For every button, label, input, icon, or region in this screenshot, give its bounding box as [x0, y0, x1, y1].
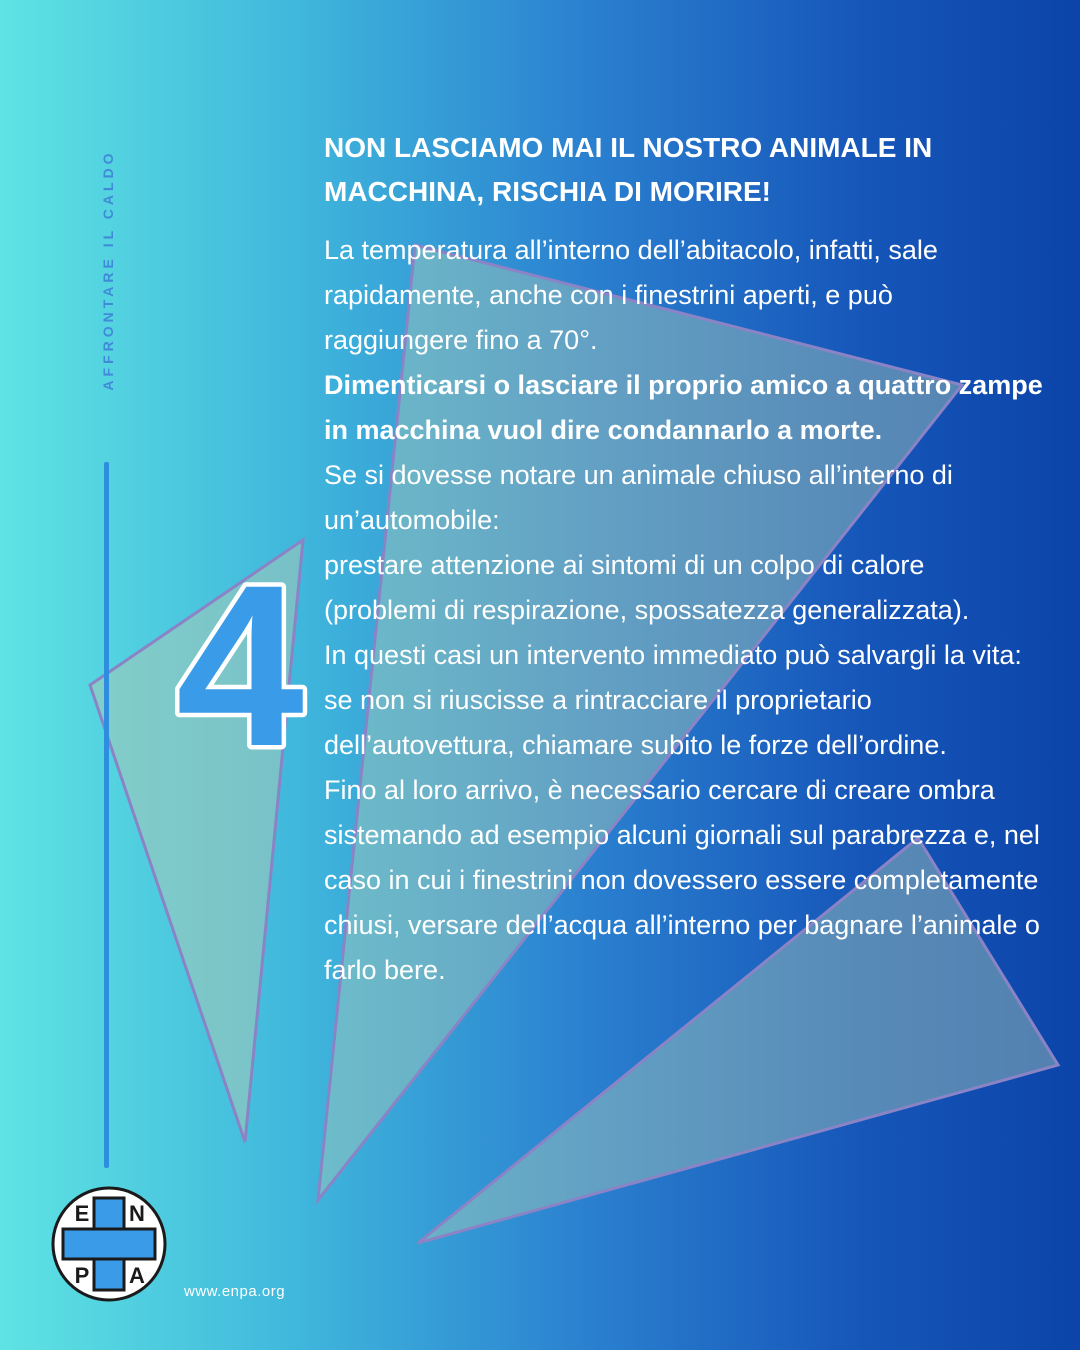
side-accent-line: [104, 462, 109, 1168]
paragraph-warning: Dimenticarsi o lasciare il proprio amico a quattro zampe in macchina vuol dire condannarlo a morte.: [324, 370, 1043, 445]
enpa-logo: [50, 1185, 168, 1303]
paragraph-temperature: La temperatura all’interno dell’abitacolo, infatti, sale rapidamente, anche con i finestrini aperti, e può raggiungere fino a 70°.: [324, 235, 938, 355]
step-number-four: [165, 555, 315, 780]
body-text: [324, 228, 1044, 993]
step-number-text: 4: [176, 555, 304, 780]
logo-letter-n: N: [129, 1201, 145, 1226]
logo-letter-e: E: [74, 1201, 90, 1226]
paragraph-shade-water: Fino al loro arrivo, è necessario cercare di creare ombra sistemando ad esempio alcuni giornali sul parabrezza e, nel caso in cui i finestrini non dovessero essere completamente chiusi, versare dell’acqua all’interno per bagnare l’animale o farlo bere.: [324, 775, 1040, 985]
headline: NON LASCIAMO MAI IL NOSTRO ANIMALE IN MACCHINA, RISCHIA DI MORIRE!: [324, 132, 933, 207]
logo-letter-p: P: [74, 1263, 90, 1288]
paragraph-notice: Se si dovesse notare un animale chiuso all’interno di un’automobile:: [324, 460, 953, 535]
paragraph-intervention: In questi casi un intervento immediato può salvargli la vita: se non si riuscisse a rintracciare il proprietario dell’autovettura, chiamare subito le forze dell’ordine.: [324, 640, 1022, 760]
logo-letter-a: A: [129, 1263, 145, 1288]
side-category-label: AFFRONTARE IL CALDO: [100, 149, 116, 391]
paragraph-symptoms: prestare attenzione ai sintomi di un colpo di calore (problemi di respirazione, spossatezza generalizzata).: [324, 550, 970, 625]
website-link[interactable]: www.enpa.org: [184, 1283, 286, 1300]
